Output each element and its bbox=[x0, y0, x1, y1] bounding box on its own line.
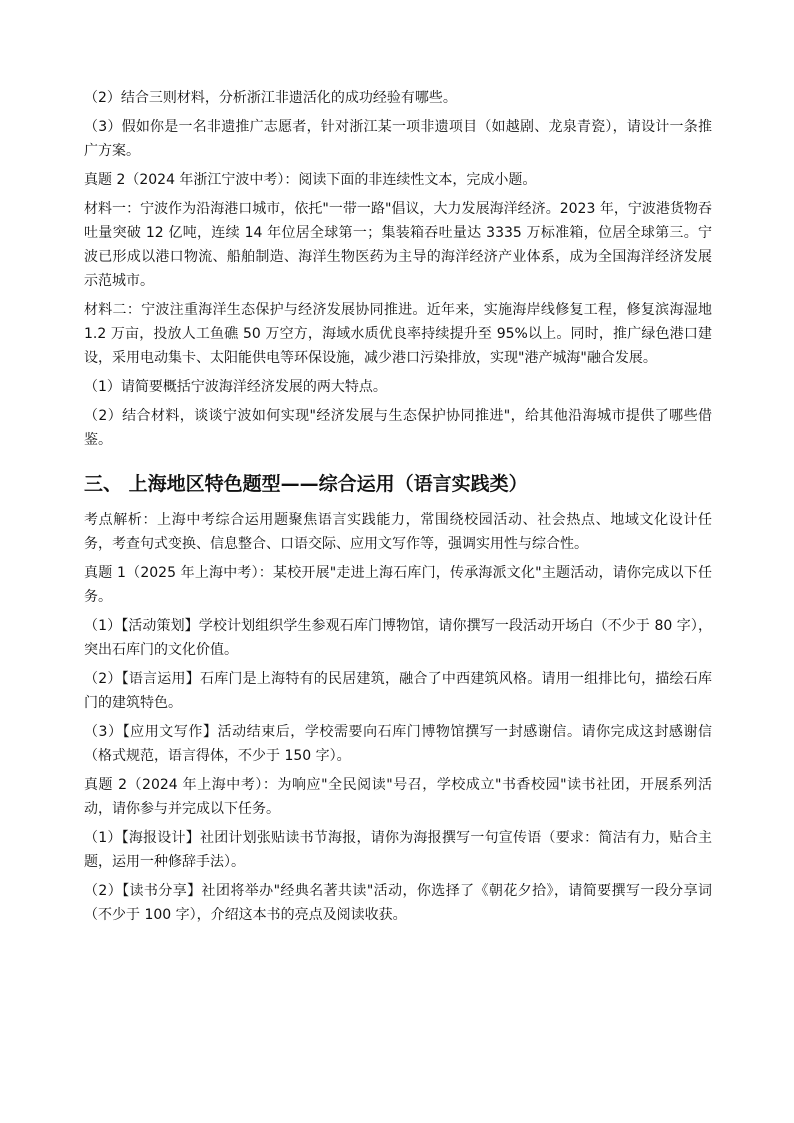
material-2-text: 材料二：宁波注重海洋生态保护与经济发展协同推进。近年来，实施海岸线修复工程，修复滨海湿地 1.2 万亩，投放人工鱼礁 50 万空方，海域水质优良率持续提升至 95%以上。同时，推广绿色港口建设，采用电动集卡、太阳能供电等环保设施，减少港口污染排放，实现"港产城海"融合发展。 bbox=[84, 302, 712, 366]
ningbo-question-2: （2）结合材料，谈谈宁波如何实现"经济发展与生态保护协同推进"，给其他沿海城市提供了哪些借鉴。 bbox=[84, 408, 712, 448]
document-page bbox=[84, 86, 712, 932]
section-heading: 三、 上海地区特色题型——综合运用（语言实践类） bbox=[84, 473, 528, 495]
exam-item-2-intro: 真题 2（2024 年浙江宁波中考）：阅读下面的非连续性文本，完成小题。 bbox=[84, 172, 537, 188]
material-1-text: 材料一：宁波作为沿海港口城市，依托"一带一路"倡议，大力发展海洋经济。2023 年，宁波港货物吞吐量突破 12 亿吨，连续 14 年位居全球第一；集装箱吞吐量达 3335 万标准箱，位居全球第三。宁波已形成以港口物流、船舶制造、海洋生物医药为主导的海洋经济产业体系，成为全国海洋经济发展示范城市。 bbox=[84, 201, 712, 289]
shanghai-exam-2-task-1: （1）【海报设计】社团计划张贴读书节海报，请你为海报撰写一句宣传语（要求：简洁有力，贴合主题，运用一种修辞手法）。 bbox=[84, 830, 712, 870]
question-2-text: （2）结合三则材料，分析浙江非遗活化的成功经验有哪些。 bbox=[84, 90, 457, 106]
shanghai-exam-1-task-2: （2）【语言运用】石库门是上海特有的民居建筑，融合了中西建筑风格。请用一组排比句，描绘石库门的建筑特色。 bbox=[84, 671, 712, 711]
shanghai-exam-1-intro: 真题 1（2025 年上海中考）：某校开展"走进上海石库门，传承海派文化"主题活动，请你完成以下任务。 bbox=[84, 565, 712, 605]
shanghai-exam-1-task-3: （3）【应用文写作】活动结束后，学校需要向石库门博物馆撰写一封感谢信。请你完成这封感谢信（格式规范，语言得体，不少于 150 字）。 bbox=[84, 724, 712, 764]
question-3-text: （3）假如你是一名非遗推广志愿者，针对浙江某一项非遗项目（如越剧、龙泉青瓷），请设计一条推广方案。 bbox=[84, 119, 712, 159]
shanghai-exam-2-task-2: （2）【读书分享】社团将举办"经典名著共读"活动，你选择了《朝花夕拾》，请简要撰写一段分享词（不少于 100 字），介绍这本书的亮点及阅读收获。 bbox=[84, 883, 712, 923]
shanghai-exam-2-intro: 真题 2（2024 年上海中考）：为响应"全民阅读"号召，学校成立"书香校园"读书社团，开展系列活动，请你参与并完成以下任务。 bbox=[84, 777, 712, 817]
shanghai-exam-1-task-1: （1）【活动策划】学校计划组织学生参观石库门博物馆，请你撰写一段活动开场白（不少于 80 字），突出石库门的文化价值。 bbox=[84, 618, 712, 658]
key-point-analysis: 考点解析：上海中考综合运用题聚焦语言实践能力，常围绕校园活动、社会热点、地域文化设计任务，考查句式变换、信息整合、口语交际、应用文写作等，强调实用性与综合性。 bbox=[84, 512, 712, 552]
ningbo-question-1: （1）请简要概括宁波海洋经济发展的两大特点。 bbox=[84, 379, 387, 395]
